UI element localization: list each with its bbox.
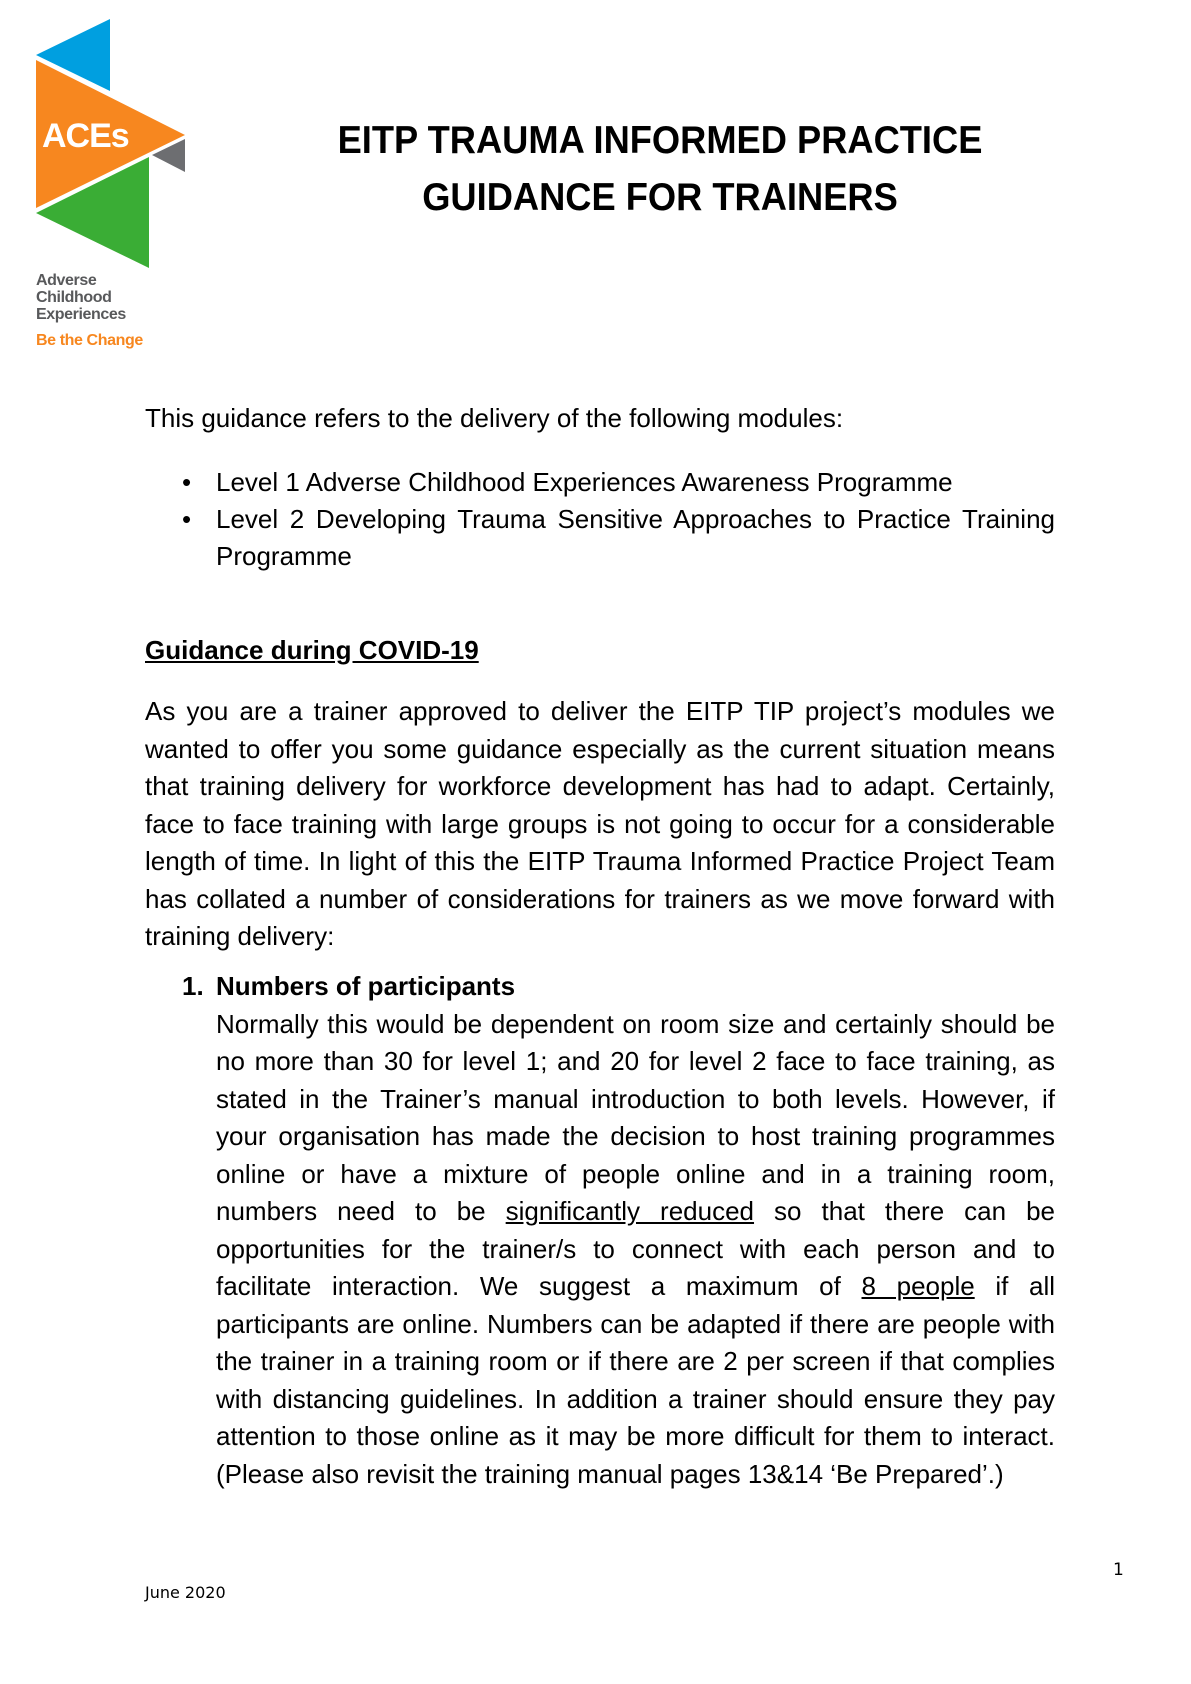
logo-line-adverse: Adverse [36, 272, 97, 289]
module-item [145, 501, 1055, 575]
module-list [145, 464, 1055, 575]
logo-tagline: Be the Change [36, 332, 143, 349]
title-line-2: GUIDANCE FOR TRAINERS [422, 176, 898, 219]
item-number: 1. [182, 971, 204, 1001]
section-paragraph: As you are a trainer approved to deliver the EITP TIP project’s modules we wanted to offer you some guidance especially as the current situation means that training delivery for workforce development has had to adapt. Certainly, face to face training with large groups is not going to occur for a considerable length of time. In light of this the EITP Trauma Informed Practice Project Team has collated a number of considerations for trainers as we move forward with training delivery: [145, 696, 1055, 951]
module-label: Level 2 Developing Trauma Sensitive Approaches to Practice Training Programme [216, 504, 1055, 571]
bullet-icon: • [182, 504, 192, 534]
module-item [145, 464, 1055, 501]
page-number: 1 [1113, 1560, 1124, 1580]
logo-mark-text: ACEs [42, 117, 129, 155]
item-body-text: if all participants are online. Numbers can be adapted if there are people with the trainer in a training room or if there are 2 per screen if that complies with distancing guidelines. In addition a trainer should ensure they pay attention to those online as it may be more difficult for them to interact. (Please also revisit the training manual pages 13&14 ‘Be Prepared’.) [216, 1271, 1055, 1489]
item-body-text: so that there can be opportunities for the trainer/s to connect with each person and to facilitate interaction. We suggest a maximum of [216, 1196, 1056, 1301]
section-heading: Guidance during COVID-19 [145, 635, 479, 665]
numbered-item [145, 968, 1055, 1493]
item-heading: Numbers of participants [216, 971, 516, 1001]
item-body-text: Normally this would be dependent on room size and certainly should be no more than 30 for level 1; and 20 for level 2 face to face training, as stated in the Trainer’s manual introduction to both levels. However, if your organisation has made the decision to host training programmes online or have a mixture of people online and in a training room, numbers need to be [216, 1008, 1055, 1226]
emphasis-significantly-reduced: significantly reduced [505, 1196, 755, 1226]
document-title [288, 112, 1032, 226]
logo-line-experiences: Experiences [36, 306, 126, 323]
module-label: Level 1 Adverse Childhood Experiences Awareness Programme [216, 467, 953, 497]
item-body [145, 1006, 1055, 1494]
bullet-icon: • [182, 467, 192, 497]
footer-date: June 2020 [145, 1583, 226, 1602]
intro-text: This guidance refers to the delivery of the following modules: [145, 403, 844, 433]
emphasis-8-people: 8 people [861, 1271, 975, 1301]
title-line-1: EITP TRAUMA INFORMED PRACTICE [337, 119, 983, 162]
logo-line-childhood: Childhood [36, 289, 112, 306]
numbered-list [145, 968, 1055, 1493]
